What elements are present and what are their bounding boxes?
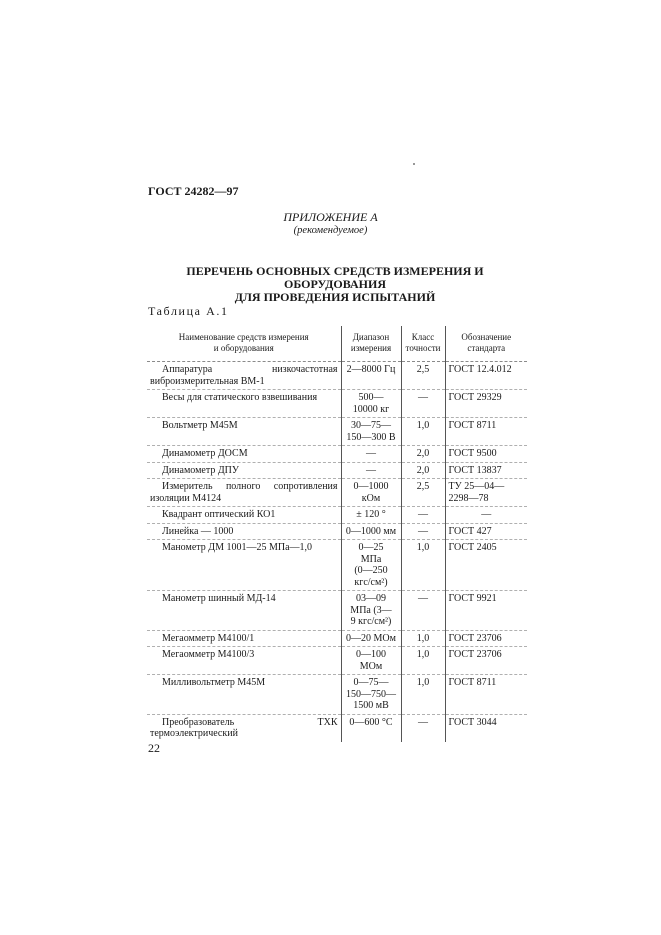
measurement-range: 0—20 МОм — [341, 630, 401, 647]
measurement-range: 500— 10000 кг — [341, 390, 401, 418]
accuracy-class: 2,0 — [401, 462, 445, 479]
accuracy-class: 2,5 — [401, 479, 445, 507]
table-row — [147, 523, 527, 540]
table-row — [147, 714, 527, 742]
standard-designation: ГОСТ 23706 — [445, 647, 527, 675]
standard-designation: ГОСТ 9921 — [445, 591, 527, 631]
appendix-title: ПРИЛОЖЕНИЕ А — [283, 210, 378, 224]
standard-designation: ГОСТ 2405 — [445, 540, 527, 591]
equipment-name: Мегаомметр М4100/3 — [147, 647, 341, 675]
equipment-name: Динамометр ДОСМ — [147, 446, 341, 463]
accuracy-class: — — [401, 507, 445, 524]
column-header-accuracy: Класс точности — [401, 326, 445, 362]
measurement-range: — — [341, 462, 401, 479]
measurement-range: 30—75— 150—300 В — [341, 418, 401, 446]
scan-speck — [413, 163, 415, 165]
accuracy-class: 2,5 — [401, 362, 445, 390]
table-row — [147, 479, 527, 507]
table-row — [147, 507, 527, 524]
table-row — [147, 540, 527, 591]
standard-designation: ГОСТ 13837 — [445, 462, 527, 479]
measurement-range: 0—100 МОм — [341, 647, 401, 675]
measurement-range: 0—1000 кОм — [341, 479, 401, 507]
accuracy-class: 1,0 — [401, 630, 445, 647]
equipment-table — [147, 326, 527, 742]
measurement-range: 0—600 °С — [341, 714, 401, 742]
table-row — [147, 630, 527, 647]
standard-designation: ГОСТ 9500 — [445, 446, 527, 463]
standard-designation: ГОСТ 8711 — [445, 418, 527, 446]
table-row — [147, 446, 527, 463]
standard-code: ГОСТ 24282—97 — [148, 184, 239, 198]
accuracy-class: 1,0 — [401, 418, 445, 446]
table-row — [147, 418, 527, 446]
accuracy-class: — — [401, 523, 445, 540]
document-title-line: ПЕРЕЧЕНЬ ОСНОВНЫХ СРЕДСТВ ИЗМЕРЕНИЯ И ОБОРУДОВАНИЯ — [186, 264, 484, 291]
table-row — [147, 390, 527, 418]
measurement-range: ± 120 ° — [341, 507, 401, 524]
accuracy-class: — — [401, 591, 445, 631]
table-row — [147, 362, 527, 390]
equipment-name: Динамометр ДПУ — [147, 462, 341, 479]
accuracy-class: 1,0 — [401, 540, 445, 591]
accuracy-class: — — [401, 714, 445, 742]
equipment-name: Весы для статического взвешивания — [147, 390, 341, 418]
document-title — [140, 265, 530, 304]
measurement-range: 0—75— 150—750— 1500 мВ — [341, 675, 401, 715]
equipment-name: Милливольтметр М45М — [147, 675, 341, 715]
table-row — [147, 462, 527, 479]
column-header-range: Диапазон измерения — [341, 326, 401, 362]
standard-designation: ГОСТ 29329 — [445, 390, 527, 418]
standard-designation: ГОСТ 23706 — [445, 630, 527, 647]
standard-designation: — — [445, 507, 527, 524]
equipment-name: Вольтметр М45М — [147, 418, 341, 446]
standard-designation: ТУ 25—04— 2298—78 — [445, 479, 527, 507]
measurement-range: — — [341, 446, 401, 463]
equipment-name: Аппаратура низкочастотная виброизмерительная ВМ-1 — [147, 362, 341, 390]
equipment-name: Манометр ДМ 1001—25 МПа—1,0 — [147, 540, 341, 591]
equipment-name: Линейка — 1000 — [147, 523, 341, 540]
equipment-name: Манометр шинный МД-14 — [147, 591, 341, 631]
column-header-name: Наименование средств измерения и оборудования — [147, 326, 341, 362]
standard-designation: ГОСТ 8711 — [445, 675, 527, 715]
equipment-name: Измеритель полного сопротивления изоляции М4124 — [147, 479, 341, 507]
measurement-range: 2—8000 Гц — [341, 362, 401, 390]
measurement-range: 0—1000 мм — [341, 523, 401, 540]
document-title-line: ДЛЯ ПРОВЕДЕНИЯ ИСПЫТАНИЙ — [234, 290, 436, 304]
equipment-name: Квадрант оптический КО1 — [147, 507, 341, 524]
appendix-note: (рекомендуемое) — [293, 225, 368, 236]
equipment-name: Преобразователь ТХК термоэлектрический — [150, 716, 338, 739]
standard-designation: ГОСТ 12.4.012 — [445, 362, 527, 390]
accuracy-class: 1,0 — [401, 647, 445, 675]
accuracy-class: — — [401, 390, 445, 418]
standard-designation: ГОСТ 427 — [445, 523, 527, 540]
accuracy-class: 1,0 — [401, 675, 445, 715]
table-row — [147, 647, 527, 675]
measurement-range: 03—09 МПа (3— 9 кгс/см²) — [341, 591, 401, 631]
equipment-name: Мегаомметр М4100/1 — [147, 630, 341, 647]
column-header-standard: Обозначение стандарта — [445, 326, 527, 362]
standard-designation: ГОСТ 3044 — [445, 714, 527, 742]
table-row — [147, 675, 527, 715]
table-row — [147, 591, 527, 631]
measurement-range: 0—25 МПа (0—250 кгс/см²) — [341, 540, 401, 591]
table-header-row — [147, 326, 527, 362]
table-caption: Таблица А.1 — [148, 304, 229, 318]
accuracy-class: 2,0 — [401, 446, 445, 463]
page-number: 22 — [148, 741, 160, 755]
